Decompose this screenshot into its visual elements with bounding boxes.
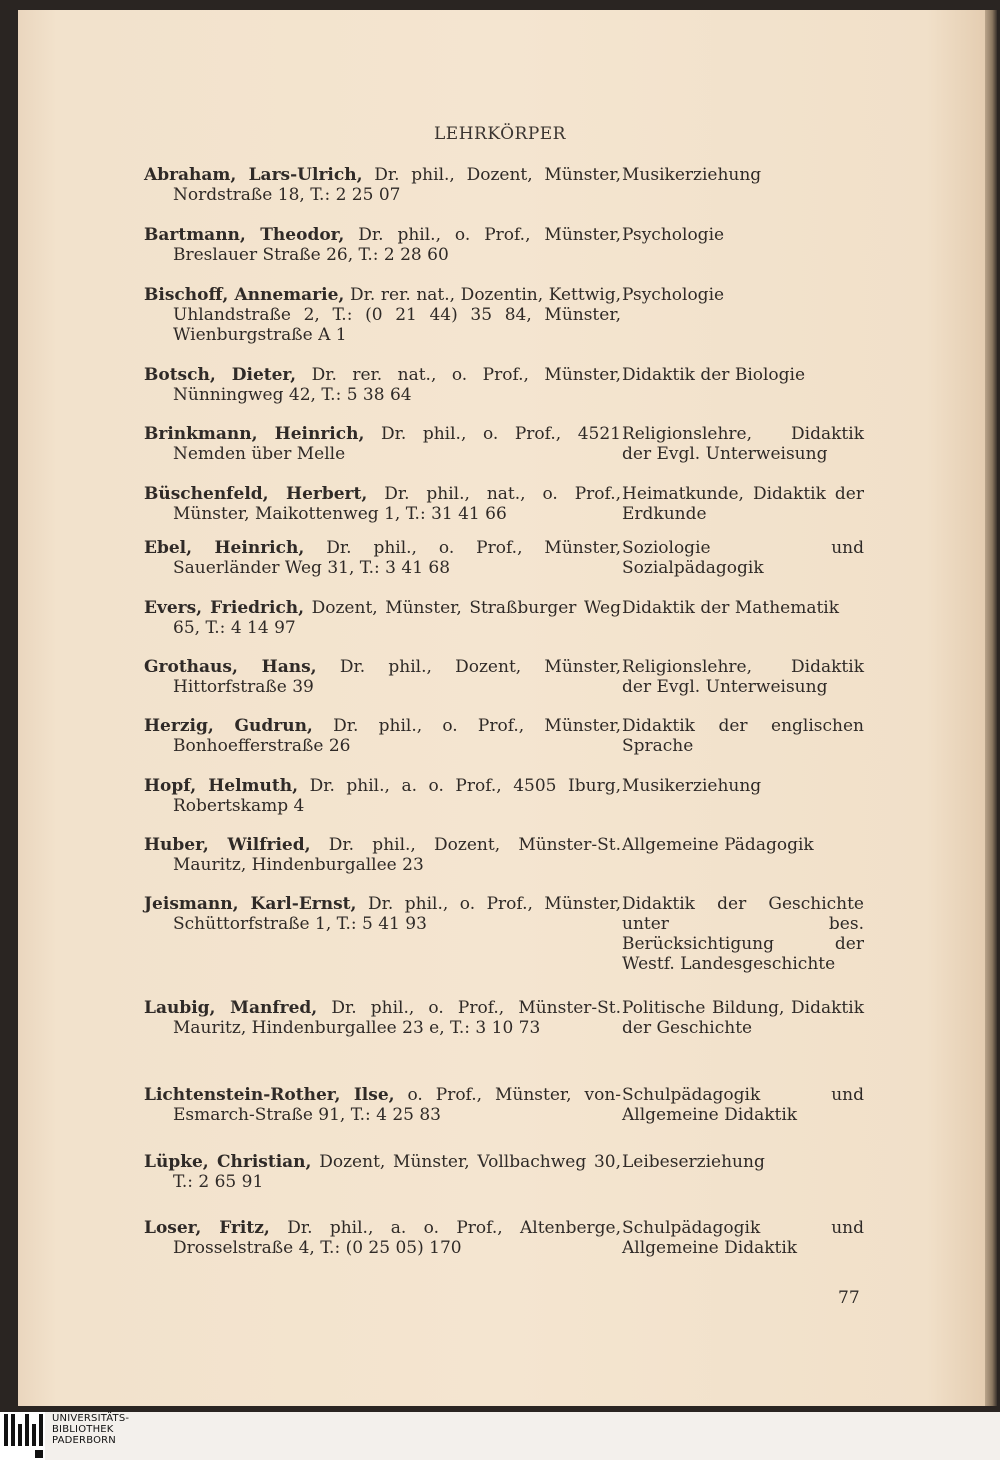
entry-person — [144, 285, 621, 345]
entry-subject: Psychologie — [622, 285, 725, 305]
entry-subject: Religionslehre, Didaktik der Evgl. Unterweisung — [622, 424, 864, 464]
entry-details: Dr. rer. nat., Dozentin, Kettwig, Uhlandstraße 2, T.: (0 21 44) 35 84, Münster, Wienburgstraße A 1 — [173, 285, 621, 345]
library-logo-icon — [0, 1412, 45, 1460]
entry-subject: Didaktik der englischen Sprache — [622, 716, 864, 756]
entry-person — [144, 225, 621, 265]
library-name-line: UNIVERSITÄTS- — [52, 1413, 130, 1424]
entry-details: Dr. phil., o. Prof., Münster, Breslauer Straße 26, T.: 2 28 60 — [173, 225, 622, 265]
entry-name: Herzig, Gudrun, — [144, 716, 313, 736]
entry-subject: Didaktik der Biologie — [622, 365, 806, 385]
entry-details: Dr. phil., o. Prof., Münster-St. Mauritz, Hindenburgallee 23 e, T.: 3 10 73 — [173, 998, 622, 1038]
entry-person — [144, 998, 621, 1038]
library-name-line: BIBLIOTHEK — [52, 1424, 114, 1435]
entry-name: Botsch, Dieter, — [144, 365, 297, 385]
entry-person — [144, 1085, 621, 1125]
entry-person — [144, 894, 621, 934]
entry-details: Dr. phil., Dozent, Münster-St. Mauritz, Hindenburgallee 23 — [173, 835, 621, 875]
entry-details: Dr. phil., o. Prof., 4521 Nemden über Melle — [173, 424, 621, 464]
entry-details: Dr. rer. nat., o. Prof., Münster, Nünningweg 42, T.: 5 38 64 — [173, 365, 621, 405]
entry-subject: Didaktik der Geschichte unter bes. Berücksichtigung der Westf. Landesgeschichte — [622, 894, 864, 974]
entry-subject: Psychologie — [622, 225, 725, 245]
entry-subject: Politische Bildung, Didaktik der Geschichte — [622, 998, 864, 1038]
entry-details: Dr. phil., Dozent, Münster, Hittorfstraße 39 — [173, 657, 621, 697]
entry-subject: Allgemeine Pädagogik — [622, 835, 814, 855]
entry-subject: Leibeserziehung — [622, 1152, 765, 1172]
logo-bar — [11, 1414, 15, 1446]
entry-name: Evers, Friedrich, — [144, 598, 305, 618]
entry-name: Bartmann, Theodor, — [144, 225, 345, 245]
entry-details: Dozent, Münster, Vollbachweg 30, T.: 2 65 91 — [173, 1152, 621, 1192]
entry-name: Laubig, Manfred, — [144, 998, 318, 1018]
logo-dot — [35, 1450, 43, 1458]
entry-person — [144, 484, 621, 524]
entry-details: Dr. phil., o. Prof., Münster, Sauerländer Weg 31, T.: 3 41 68 — [173, 538, 622, 578]
logo-bar — [18, 1424, 22, 1446]
entry-details: Dr. phil., Dozent, Münster, Nordstraße 18, T.: 2 25 07 — [173, 165, 621, 205]
library-footer — [0, 1412, 1000, 1460]
entry-name: Büschenfeld, Herbert, — [144, 484, 368, 504]
entry-person — [144, 165, 621, 205]
entry-name: Ebel, Heinrich, — [144, 538, 305, 558]
entry-person — [144, 1218, 621, 1258]
entry-name: Huber, Wilfried, — [144, 835, 311, 855]
entry-name: Lüpke, Christian, — [144, 1152, 312, 1172]
entry-person — [144, 776, 621, 816]
entry-person — [144, 657, 621, 697]
entry-details: Dr. phil., o. Prof., Münster, Schüttorfstraße 1, T.: 5 41 93 — [173, 894, 622, 934]
entry-subject: Religionslehre, Didaktik der Evgl. Unterweisung — [622, 657, 864, 697]
library-name-line: PADERBORN — [52, 1435, 116, 1446]
entry-person — [144, 538, 621, 578]
entry-subject: Schulpädagogik und Allgemeine Didaktik — [622, 1085, 864, 1125]
entry-details: o. Prof., Münster, von-Esmarch-Straße 91, T.: 4 25 83 — [173, 1085, 622, 1125]
book-page — [18, 10, 985, 1406]
page-edge — [985, 10, 997, 1406]
entry-name: Lichtenstein-Rother, Ilse, — [144, 1085, 395, 1105]
entry-person — [144, 835, 621, 875]
entry-name: Hopf, Helmuth, — [144, 776, 299, 796]
entry-person — [144, 1152, 621, 1192]
logo-bar — [25, 1414, 29, 1446]
entry-name: Grothaus, Hans, — [144, 657, 317, 677]
entry-person — [144, 424, 621, 464]
library-name — [52, 1413, 129, 1446]
logo-bar — [32, 1424, 36, 1446]
logo-bar — [39, 1414, 43, 1446]
entry-name: Brinkmann, Heinrich, — [144, 424, 365, 444]
page-header: LEHRKÖRPER — [434, 124, 566, 144]
entry-subject: Musikerziehung — [622, 776, 762, 796]
page-number: 77 — [838, 1288, 860, 1308]
entry-person — [144, 365, 621, 405]
entry-name: Jeismann, Karl-Ernst, — [144, 894, 357, 914]
entry-name: Bischoff, Annemarie, — [144, 285, 345, 305]
entry-person — [144, 716, 621, 756]
entry-person — [144, 598, 621, 638]
entry-name: Loser, Fritz, — [144, 1218, 270, 1238]
entry-subject: Didaktik der Mathematik — [622, 598, 840, 618]
entry-subject: Musikerziehung — [622, 165, 762, 185]
entry-subject: Schulpädagogik und Allgemeine Didaktik — [622, 1218, 864, 1258]
entry-subject: Heimatkunde, Didaktik der Erdkunde — [622, 484, 864, 524]
logo-bar — [4, 1414, 8, 1446]
entry-subject: Soziologie und Sozialpädagogik — [622, 538, 864, 578]
entry-name: Abraham, Lars-Ulrich, — [144, 165, 363, 185]
entry-details: Dozent, Münster, Straßburger Weg 65, T.: 4 14 97 — [173, 598, 621, 638]
entry-details: Dr. phil., nat., o. Prof., Münster, Maikottenweg 1, T.: 31 41 66 — [173, 484, 622, 524]
entry-details: Dr. phil., a. o. Prof., 4505 Iburg, Robertskamp 4 — [173, 776, 621, 816]
entry-details: Dr. phil., o. Prof., Münster, Bonhoefferstraße 26 — [173, 716, 622, 756]
entry-details: Dr. phil., a. o. Prof., Altenberge, Drosselstraße 4, T.: (0 25 05) 170 — [173, 1218, 621, 1258]
